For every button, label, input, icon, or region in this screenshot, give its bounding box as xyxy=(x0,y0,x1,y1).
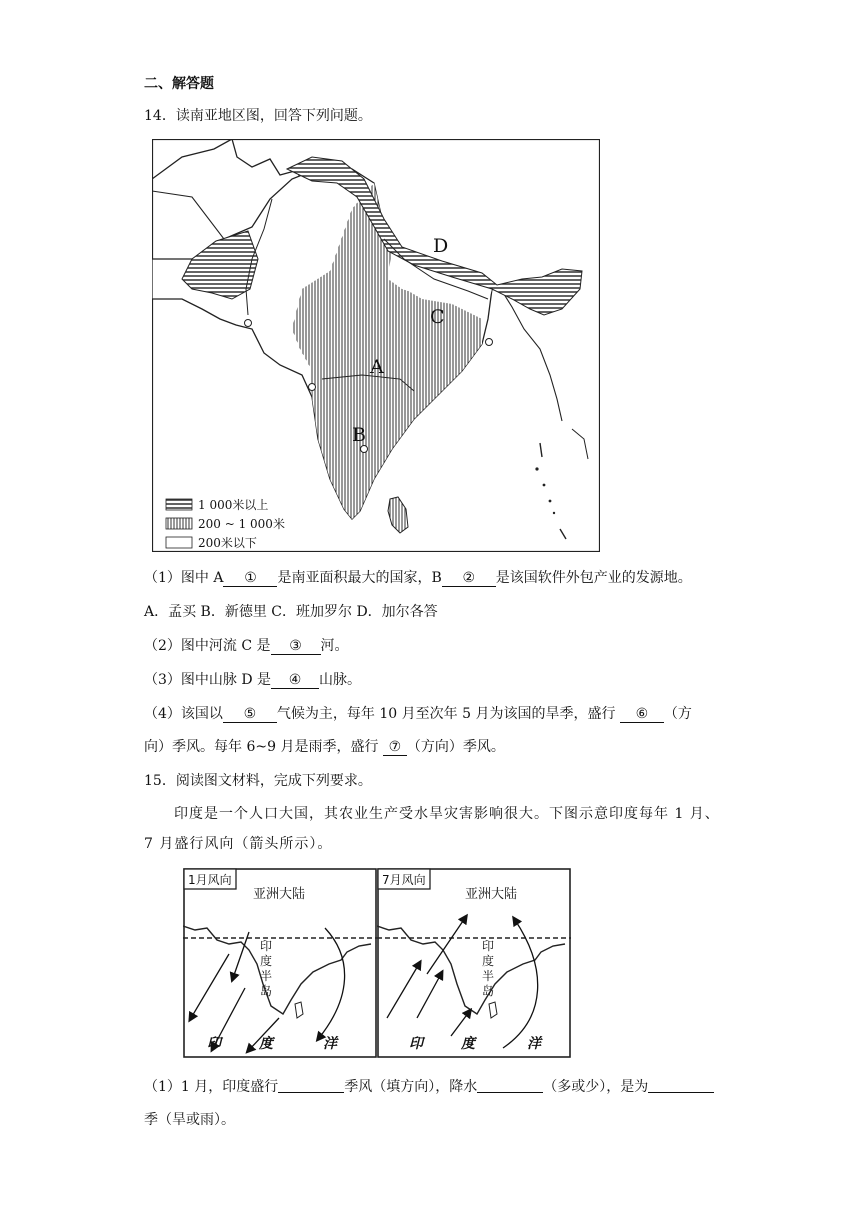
q14-sub4-line2: 向）季风。每年 6~9 月是雨季，盛行 ⑦ （方向）季风。 xyxy=(144,739,505,755)
legend-swatch-mid xyxy=(166,518,192,529)
label-b: B xyxy=(352,424,366,446)
legend-swatch-low xyxy=(166,537,192,548)
jul-peninsula-char-2: 度 xyxy=(482,954,495,968)
jan-ocean-char-2: 度 xyxy=(259,1036,273,1052)
answer-blank-precipitation[interactable] xyxy=(477,1078,543,1093)
q14-sub3: （3）图中山脉 D 是 ④ 山脉。 xyxy=(144,672,362,688)
answer-blank-3[interactable]: ③ xyxy=(271,638,321,655)
jul-peninsula-char-3: 半 xyxy=(482,969,495,983)
q14-options: A．孟买 B．新德里 C．班加罗尔 D．加尔各答 xyxy=(144,604,438,620)
answer-blank-4[interactable]: ④ xyxy=(271,672,319,689)
jul-map-title: 7月风向 xyxy=(382,873,426,887)
q14-sub2: （2）图中河流 C 是 ③ 河。 xyxy=(144,638,349,654)
answer-blank-season[interactable] xyxy=(648,1078,714,1093)
q14-sub1: （1）图中 A ① 是南亚面积最大的国家，B ② 是该国软件外包产业的发源地。 xyxy=(144,570,692,586)
answer-blank-2[interactable]: ② xyxy=(442,570,496,587)
january-wind-map xyxy=(183,868,377,1058)
answer-blank-6[interactable]: ⑥ xyxy=(620,706,664,723)
question-15-stem: 15．阅读图文材料，完成下列要求。 xyxy=(144,773,372,789)
answer-blank-1[interactable]: ① xyxy=(223,570,277,587)
label-d: D xyxy=(433,235,449,257)
jul-ocean-char-1: 印 xyxy=(409,1036,423,1052)
answer-blank-wind-direction[interactable] xyxy=(278,1078,344,1093)
legend-low: 200米以下 xyxy=(198,536,257,550)
q14-sub4-line1: （4）该国以 ⑤ 气候为主，每年 10 月至次年 5 月为该国的旱季，盛行 ⑥ （方 xyxy=(144,706,692,722)
section-title: 二、解答题 xyxy=(144,76,214,92)
jan-peninsula-char-4: 岛 xyxy=(260,984,273,998)
q15-paragraph-line2: 7 月盛行风向（箭头所示）。 xyxy=(144,836,333,852)
q15-sub1-line1: （1）1 月，印度盛行 季风（填方向），降水 （多或少），是为 xyxy=(144,1077,714,1097)
label-a: A xyxy=(370,356,384,378)
legend-mid: 200 ~ 1 000米 xyxy=(198,517,285,531)
jan-peninsula-char-1: 印 xyxy=(260,939,273,953)
q15-paragraph-line1: 印度是一个人口大国，其农业生产受水旱灾害影响很大。下图示意印度每年 1 月、 xyxy=(174,806,720,822)
jul-ocean-char-3: 洋 xyxy=(527,1036,541,1052)
jan-ocean-char-3: 洋 xyxy=(323,1036,337,1052)
legend-swatch-high xyxy=(166,499,192,510)
jan-peninsula-char-2: 度 xyxy=(260,954,273,968)
jan-continent-label: 亚洲大陆 xyxy=(253,887,306,902)
jan-ocean-char-1: 印 xyxy=(207,1036,221,1052)
jul-continent-label: 亚洲大陆 xyxy=(465,887,518,902)
jan-map-title: 1月风向 xyxy=(188,873,232,887)
question-14-stem: 14．读南亚地区图，回答下列问题。 xyxy=(144,108,372,124)
jan-peninsula-char-3: 半 xyxy=(260,969,273,983)
answer-blank-5[interactable]: ⑤ xyxy=(223,706,277,723)
answer-blank-7[interactable]: ⑦ xyxy=(383,739,407,756)
jul-ocean-char-2: 度 xyxy=(461,1036,475,1052)
july-wind-map xyxy=(377,868,571,1058)
legend-high: 1 000米以上 xyxy=(198,498,269,512)
jul-peninsula-char-1: 印 xyxy=(482,939,495,953)
jul-peninsula-char-4: 岛 xyxy=(482,984,495,998)
label-c: C xyxy=(430,306,445,328)
south-asia-map xyxy=(152,139,600,552)
q15-sub1-line2: 季（旱或雨）。 xyxy=(144,1112,235,1128)
